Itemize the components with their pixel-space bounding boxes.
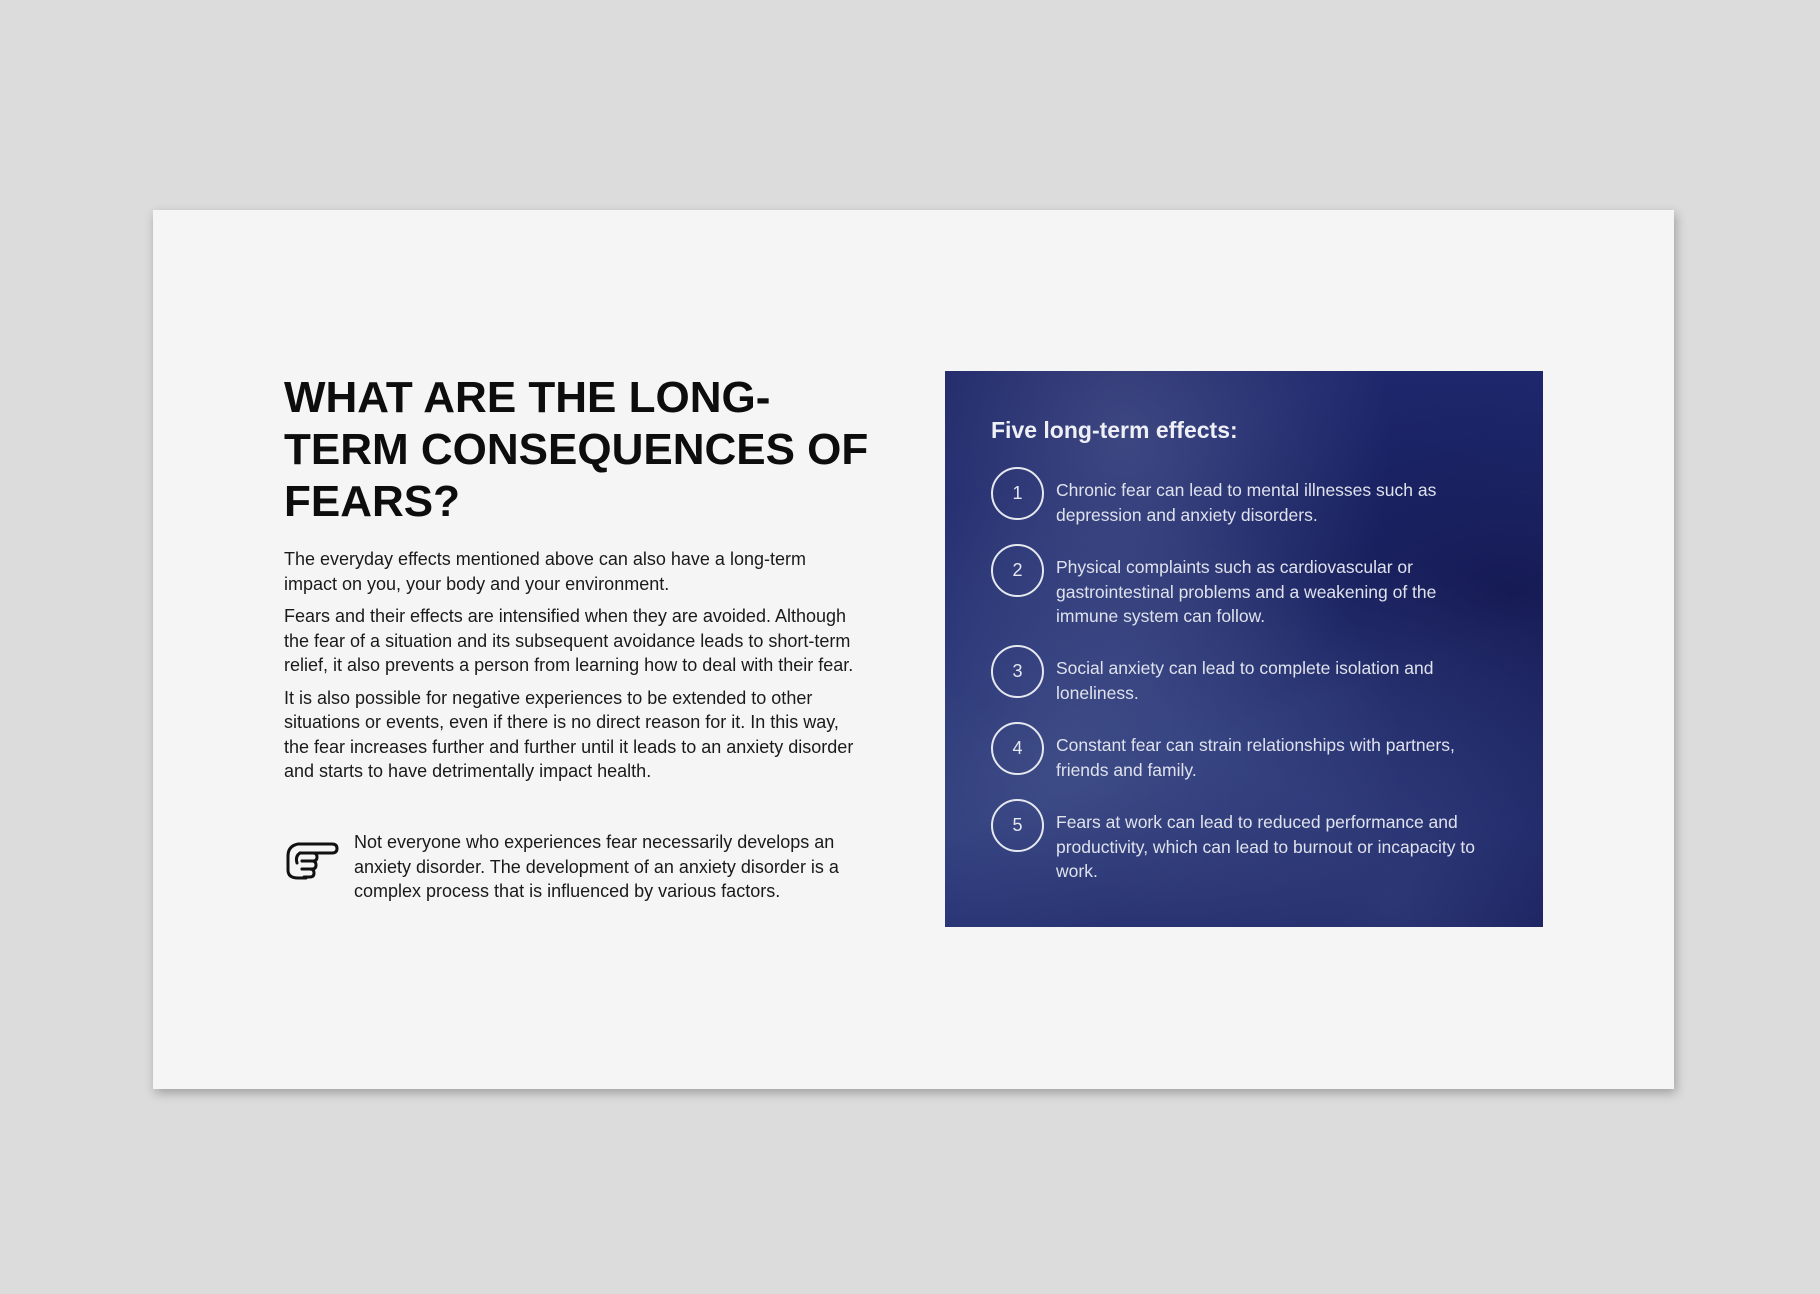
list-item <box>991 467 1511 527</box>
list-item <box>991 645 1511 705</box>
note-text: Not everyone who experiences fear necessarily develops an anxiety disorder. The development of an anxiety disorder is a complex process that is influenced by various factors. <box>354 832 839 901</box>
note-callout <box>284 830 864 904</box>
list-item-text: Social anxiety can lead to complete isolation and loneliness. <box>1056 658 1434 703</box>
list-item <box>991 799 1511 884</box>
list-item <box>991 544 1511 629</box>
page-title: WHAT ARE THE LONG-TERM CONSEQUENCES OF FEARS? <box>284 373 869 526</box>
document-page <box>153 210 1674 1089</box>
paragraph: It is also possible for negative experiences to be extended to other situations or events, even if there is no direct reason for it. In this way, the fear increases further and further until it leads to an anxiety disorder and starts to have detrimentally impact health. <box>284 687 854 781</box>
list-item <box>991 722 1511 782</box>
pointing-hand-icon <box>284 836 340 882</box>
left-column <box>284 372 884 792</box>
list-item-text: Physical complaints such as cardiovascular or gastrointestinal problems and a weakening of the immune system can follow. <box>1056 557 1437 626</box>
number-badge: 5 <box>991 799 1044 852</box>
paragraph: The everyday effects mentioned above can also have a long-term impact on you, your body and your environment. <box>284 549 806 594</box>
list-item-text: Chronic fear can lead to mental illnesses such as depression and anxiety disorders. <box>1056 480 1437 525</box>
paragraph: Fears and their effects are intensified when they are avoided. Although the fear of a situation and its subsequent avoidance leads to short-term relief, it also prevents a person from learning how to deal with their fear. <box>284 606 854 675</box>
number-badge: 4 <box>991 722 1044 775</box>
panel-title: Five long-term effects: <box>991 417 1238 443</box>
number-badge: 3 <box>991 645 1044 698</box>
effects-panel <box>945 371 1543 927</box>
number-badge: 2 <box>991 544 1044 597</box>
list-item-text: Fears at work can lead to reduced performance and productivity, which can lead to burnout or incapacity to work. <box>1056 812 1475 881</box>
list-item-text: Constant fear can strain relationships with partners, friends and family. <box>1056 735 1455 780</box>
body-text <box>284 547 854 784</box>
number-badge: 1 <box>991 467 1044 520</box>
